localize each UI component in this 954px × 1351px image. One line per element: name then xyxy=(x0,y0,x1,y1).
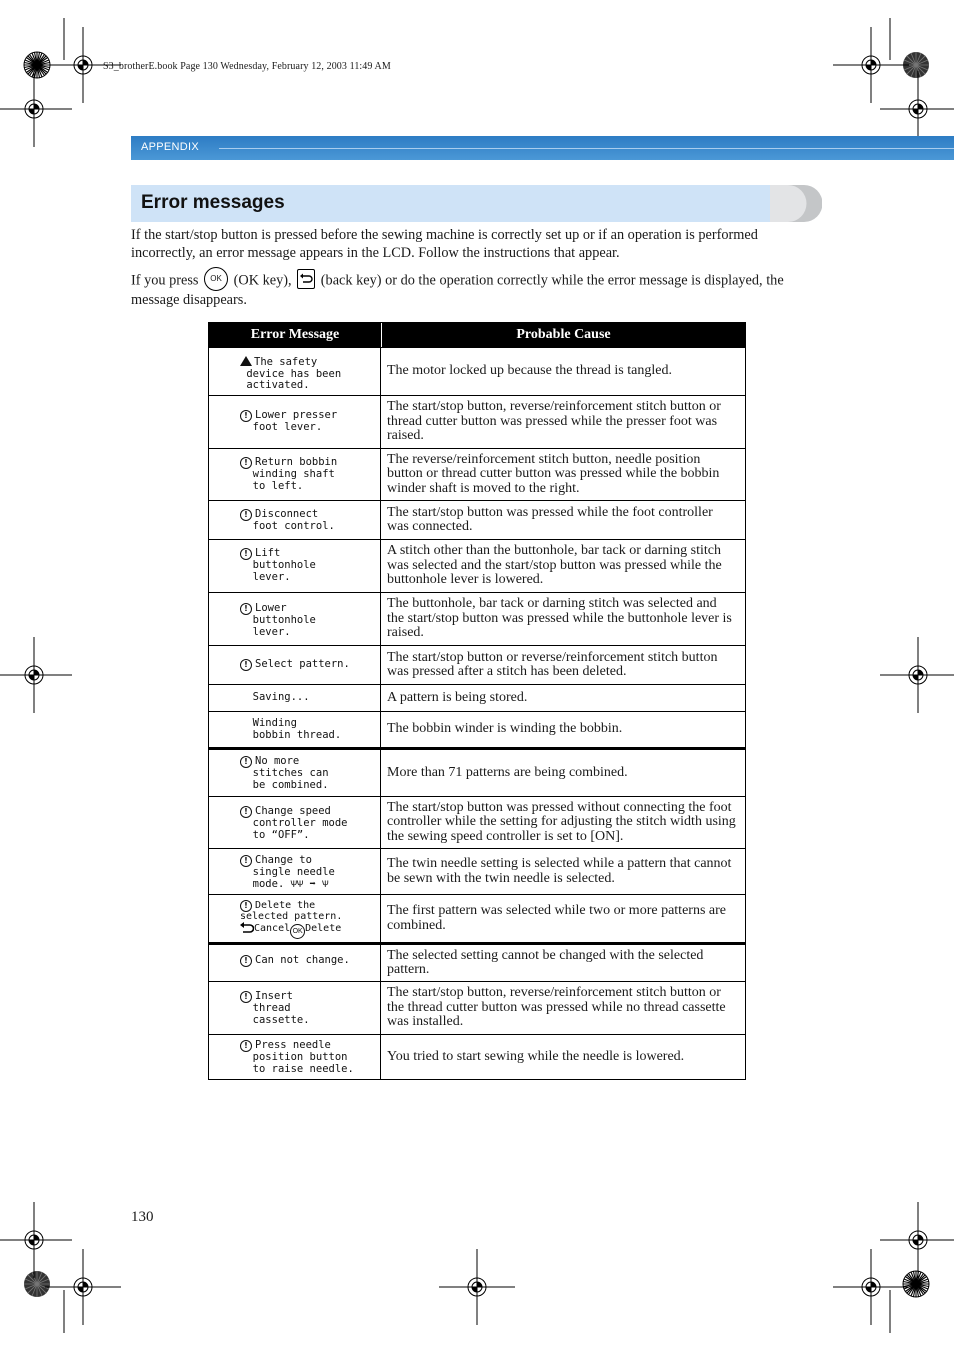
table-row xyxy=(209,395,745,448)
probable-cause: The start/stop button was pressed while the foot controller was connected. xyxy=(387,504,713,534)
alert-icon: ! xyxy=(240,855,252,867)
lcd-message: ! Select pattern. xyxy=(209,646,381,684)
back-key-icon xyxy=(297,269,315,289)
page-title: Error messages xyxy=(141,192,285,213)
ok-key-icon: OK xyxy=(204,267,228,291)
probable-cause: The twin needle setting is selected while a pattern that cannot be sewn with the twin needle is selected. xyxy=(387,856,732,886)
probable-cause: You tried to start sewing while the needle is lowered. xyxy=(387,1048,685,1064)
probable-cause: The selected setting cannot be changed with the selected pattern. xyxy=(387,947,704,977)
table-row xyxy=(209,747,745,796)
warning-icon xyxy=(240,356,252,366)
lcd-message: ! Lift buttonhole lever. xyxy=(209,540,381,592)
probable-cause: The start/stop button was pressed without connecting the foot controller while the setting for adjusting the stitch width using the sewing speed controller is set to [ON]. xyxy=(387,799,736,844)
lcd-message: The safety device has been activated. xyxy=(209,348,381,395)
probable-cause: A stitch other than the buttonhole, bar tack or darning stitch was selected and the start/stop button was pressed while the buttonhole lever is lowered. xyxy=(387,543,722,588)
lcd-message: ! Return bobbin winding shaft to left. xyxy=(209,449,381,500)
alert-icon: ! xyxy=(240,548,252,560)
error-message-table xyxy=(208,322,746,1080)
alert-icon: ! xyxy=(240,457,252,469)
alert-icon: ! xyxy=(240,659,252,671)
alert-icon: ! xyxy=(240,756,252,768)
table-row xyxy=(209,942,745,981)
probable-cause: The buttonhole, bar tack or darning stitch was selected and the start/stop button was pressed while the buttonhole lever is raised. xyxy=(387,596,732,641)
band-rule xyxy=(219,148,954,149)
page-number: 130 xyxy=(131,1209,154,1225)
lcd-message: ! Can not change. xyxy=(209,945,381,981)
alert-icon: ! xyxy=(240,955,252,967)
probable-cause: The bobbin winder is winding the bobbin. xyxy=(387,721,623,737)
alert-icon: ! xyxy=(240,991,252,1003)
lcd-message: ! Insert thread cassette. xyxy=(209,982,381,1034)
lcd-message: ! Change speed controller mode to “OFF”. xyxy=(209,797,381,848)
back-arrow-icon xyxy=(240,922,254,933)
table-row xyxy=(209,894,745,942)
table-row xyxy=(209,592,745,645)
lcd-message: ! Disconnect foot control. xyxy=(209,501,381,539)
probable-cause: The start/stop button, reverse/reinforcement stitch button or thread cutter button was pressed while the presser foot was raised. xyxy=(387,399,721,444)
alert-icon: ! xyxy=(240,806,252,818)
probable-cause: The first pattern was selected while two or more patterns are combined. xyxy=(387,903,726,933)
lcd-message: ! Delete the selected pattern. Cancel OK Delete xyxy=(209,895,381,942)
alert-icon: ! xyxy=(240,603,252,615)
header-error-message: Error Message xyxy=(209,323,382,347)
probable-cause: A pattern is being stored. xyxy=(387,689,528,705)
intro-paragraph-2 xyxy=(131,271,821,309)
lcd-message: ! Lower presser foot lever. xyxy=(209,396,381,448)
lcd-message: ! Lower buttonhole lever. xyxy=(209,593,381,645)
table-row xyxy=(209,848,745,894)
table-row xyxy=(209,796,745,848)
intro-prefix: If you press xyxy=(131,272,199,289)
table-header xyxy=(209,323,745,347)
lcd-message: ! No more stitches can be combined. xyxy=(209,750,381,796)
table-row xyxy=(209,981,745,1034)
probable-cause: More than 71 patterns are being combined. xyxy=(387,764,628,780)
section-label: APPENDIX xyxy=(141,141,200,153)
title-cap-ornament xyxy=(770,185,822,222)
header-probable-cause: Probable Cause xyxy=(516,327,611,342)
alert-icon: ! xyxy=(240,1040,252,1052)
alert-icon: ! xyxy=(240,410,252,422)
table-row xyxy=(209,448,745,500)
probable-cause: The reverse/reinforcement stitch button, needle position button or thread cutter button was pressed while the bobbin winder shaft is moved to the right. xyxy=(387,451,720,496)
appendix-band xyxy=(131,136,954,160)
probable-cause: The start/stop button, reverse/reinforcement stitch button or the thread cutter button was pressed while no thread cassette was installed. xyxy=(387,985,726,1030)
book-file-header: S3_brotherE.book Page 130 Wednesday, February 12, 2003 11:49 AM xyxy=(103,61,391,72)
table-row xyxy=(209,1034,745,1079)
probable-cause: The start/stop button or reverse/reinforcement stitch button was pressed after a stitch has been deleted. xyxy=(387,649,718,679)
lcd-message: Saving... xyxy=(209,685,381,711)
probable-cause: The motor locked up because the thread is tangled. xyxy=(387,363,672,379)
table-row xyxy=(209,684,745,711)
lcd-message: Winding bobbin thread. xyxy=(209,712,381,747)
table-row xyxy=(209,539,745,592)
ok-icon: OK xyxy=(290,924,305,939)
table-row xyxy=(209,711,745,747)
table-row xyxy=(209,500,745,539)
table-row xyxy=(209,347,745,395)
lcd-message: ! Change to single needle mode. ѰѰ ➡ Ѱ xyxy=(209,849,381,894)
table-row xyxy=(209,645,745,684)
alert-icon: ! xyxy=(240,509,252,521)
lcd-message: ! Press needle position button to raise needle. xyxy=(209,1035,381,1079)
back-key-label: (back key) or do the operation correctly while the error message is displayed, the message disappears. xyxy=(131,272,784,308)
alert-icon: ! xyxy=(240,900,252,912)
ok-key-label: (OK key), xyxy=(233,272,292,289)
intro-paragraph-1: If the start/stop button is pressed before the sewing machine is correctly set up or if an operation is performed incorrectly, an error message appears in the LCD. Follow the instructions that appear. xyxy=(131,227,758,261)
